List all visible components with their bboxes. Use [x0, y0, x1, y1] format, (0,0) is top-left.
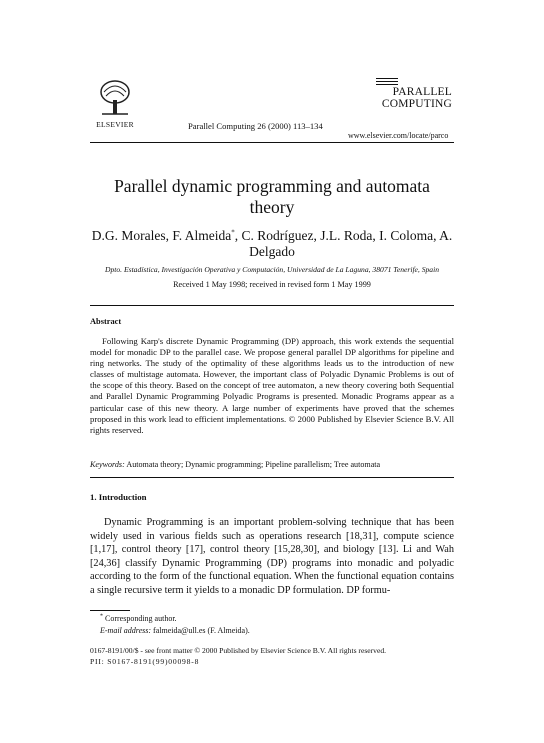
journal-logo-bars — [376, 78, 452, 85]
front-matter-line: 0167-8191/00/$ - see front matter © 2000 Published by Elsevier Science B.V. All rights reserved. — [90, 646, 387, 655]
corresponding-author-mark[interactable]: * — [231, 228, 235, 237]
elsevier-tree-icon — [98, 78, 132, 118]
keywords-list: Automata theory; Dynamic programming; Pipeline parallelism; Tree automata — [126, 460, 381, 469]
abstract-body: Following Karp's discrete Dynamic Programming (DP) approach, this work extends the sequential model for monadic DP to the parallel case. We propose general parallel DP algorithms for pipeline and ring networks. The study of the optimality of these algorithms leads us to the introduction of new classes of multistage automata. However, the important class of Polyadic Dynamic Problems is out of the scope of this theory. Based on the concept of tree automaton, a new theory covering both Sequential and Parallel Dynamic Programming Polyadic Programs is presented. Monadic Programs appear as a particular case of this new theory. A large number of experiments have proved that the schemes proposed in this work lead to efficient implementations. © 2000 Published by Elsevier Science B.V. All rights reserved. — [90, 336, 454, 435]
abstract-bottom-divider — [90, 477, 454, 478]
author-list — [90, 228, 454, 260]
affiliation: Dpto. Estadística, Investigación Operativa y Computación, Universidad de La Laguna, 38071 Tenerife, Spain — [104, 265, 440, 274]
footnote-email — [100, 626, 250, 635]
footnote-corresponding-text: Corresponding author. — [105, 614, 177, 623]
journal-website-link[interactable]: www.elsevier.com/locate/parco — [348, 131, 449, 140]
introduction-body: Dynamic Programming is an important problem-solving technique that has been widely used in various fields such as operations research [18,31], compute science [1,17], control theory [17], control theory [15,28,30], and biology [13]. Li and Wah [24,36] classify Dynamic Programming (DP) programs into monadic and polyadic according to the form of the functional equation. When the functional equation contains a single recursive term it yields to a monadic DP formulation. DP formu- — [90, 517, 454, 596]
received-dates: Received 1 May 1998; received in revised form 1 May 1999 — [173, 280, 371, 289]
journal-logo-line2: COMPUTING — [381, 97, 452, 110]
footnote-corresponding — [100, 614, 177, 623]
keywords — [90, 460, 454, 469]
keywords-label: Keywords: — [90, 460, 125, 469]
footnote-mark: * — [100, 613, 103, 620]
article-title: Parallel dynamic programming and automata theory — [114, 176, 430, 217]
publisher-name: ELSEVIER — [96, 120, 134, 129]
pii-line: PII: S0167-8191(99)00098-8 — [90, 657, 200, 666]
footnote-divider — [90, 610, 130, 611]
journal-citation: Parallel Computing 26 (2000) 113–134 — [188, 121, 323, 131]
abstract-top-divider — [90, 305, 454, 306]
elsevier-logo — [80, 78, 150, 129]
email-value[interactable]: falmeida@ull.es (F. Almeida). — [151, 626, 250, 635]
authors-part-2: , C. Rodríguez, J.L. Roda, I. Coloma, A. Delgado — [234, 228, 453, 259]
journal-logo-line1: PARALLEL — [392, 86, 452, 98]
introduction-heading: 1. Introduction — [90, 492, 147, 502]
abstract-heading: Abstract — [90, 317, 122, 326]
journal-logo — [376, 78, 452, 110]
header-divider — [90, 142, 454, 143]
authors-part-1: D.G. Morales, F. Almeida — [91, 228, 232, 243]
email-label: E-mail address: — [100, 626, 152, 635]
